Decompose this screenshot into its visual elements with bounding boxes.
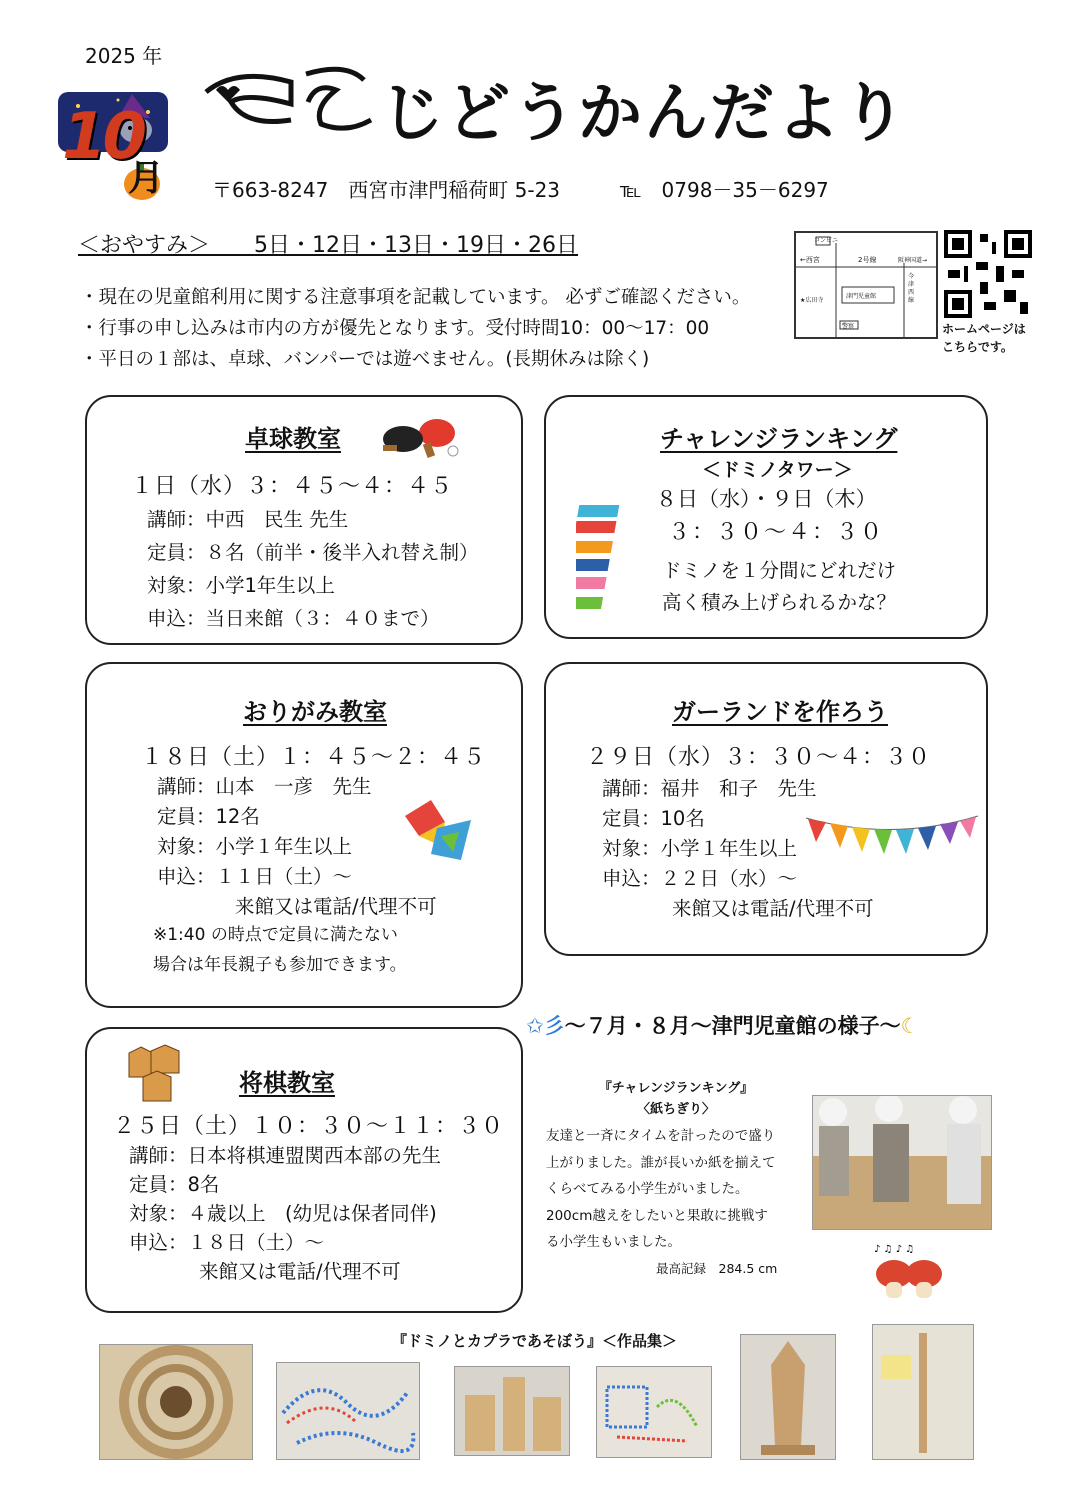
svg-text:♪ ♫ ♪ ♫: ♪ ♫ ♪ ♫ [874, 1244, 915, 1255]
map-label: 津門児童館 [846, 293, 877, 300]
notice-item: ・平日の１部は、卓球、バンパーでは遊べません。(長期休みは除く) [80, 349, 650, 370]
kapla-tower-photo-art [100, 1345, 252, 1459]
event-subtitle: ＜ドミノタワー＞ [702, 459, 853, 481]
event-title: 将棋教室 [239, 1069, 335, 1097]
domino-line-photo-art [277, 1363, 419, 1459]
report-line: る小学生もいました。 [546, 1234, 681, 1250]
garland-flags-icon [804, 812, 980, 864]
event-detail-line: 申込：２２日（水）～ [602, 867, 798, 890]
access-map [794, 231, 938, 339]
star-icon: ✩彡 [526, 1014, 565, 1038]
holiday-line [78, 228, 578, 259]
holiday-label: ＜おやすみ＞ [78, 233, 211, 258]
event-detail-line: 申込：１８日（土）～ [129, 1231, 325, 1254]
event-detail-line: 申込：当日来館（３：４０まで） [147, 607, 440, 630]
event-note [153, 920, 407, 980]
event-detail-line: 高く積み上げられるかな？ [662, 591, 897, 614]
report-section-title-text: ～７月・８月～津門児童館の様子～ [564, 1014, 901, 1038]
year-label: 2025 年 [85, 44, 163, 68]
event-detail-line: 定員：10名 [602, 807, 705, 830]
event-detail-line: 定員：12名 [157, 805, 260, 828]
event-detail-line: 来館又は電話/代理不可 [199, 1260, 401, 1283]
event-detail-line: 対象：小学１年生以上 [602, 837, 798, 860]
event-note-line: ※1:40 の時点で定員に満たない [153, 925, 398, 945]
report-line: 上がりました。誰が長いか紙を揃えて [546, 1154, 776, 1171]
qr-code-icon[interactable] [944, 230, 1032, 318]
event-detail-line: 対象：小学１年生以上 [157, 835, 353, 858]
tsutomon-logo [196, 62, 376, 142]
event-detail-line: 対象：小学1年生以上 [147, 574, 335, 597]
holiday-dates: 5日・12日・13日・19日・26日 [254, 233, 579, 258]
event-detail-line: 来館又は電話/代理不可 [235, 895, 437, 918]
pingpong-paddle-icon [381, 415, 461, 459]
gallery-photo [454, 1366, 570, 1456]
event-note-line: 場合は年長親子も参加できます。 [153, 955, 407, 975]
event-date: １日（水）３：４５～４：４５ [131, 474, 454, 499]
event-detail-line: 講師：日本将棋連盟関西本部の先生 [129, 1144, 442, 1167]
event-card-origami [85, 662, 523, 1008]
map-label: ←西宮 [800, 256, 820, 264]
event-title: 卓球教室 [245, 425, 341, 453]
gallery-photo [740, 1334, 836, 1460]
event-details [147, 503, 479, 635]
mushroom-characters-icon [870, 1240, 950, 1306]
gallery-photo [596, 1366, 712, 1458]
event-detail-line: 定員：８名（前半・後半入れ替え制） [147, 541, 479, 564]
event-detail-line: ドミノを１分間にどれだけ [662, 559, 897, 582]
map-label: ★広田寺 [800, 297, 824, 304]
page-title: じどうかんだより [380, 77, 908, 151]
event-title: おりがみ教室 [243, 698, 387, 726]
event-detail-line: 講師：山本 一彦 先生 [157, 775, 372, 798]
event-detail-line: 申込：１１日（土）～ [157, 865, 353, 888]
event-details [157, 772, 437, 922]
kapla-castle-photo-art [455, 1367, 569, 1455]
shogi-piece-icon [123, 1043, 187, 1103]
qr-caption-line: ホームページは [942, 322, 1026, 336]
qr-caption-line: こちらです。 [942, 340, 1013, 354]
event-details [662, 555, 896, 619]
map-label: 今津西線 [908, 273, 915, 304]
event-details [129, 1141, 441, 1286]
report-line: 友達と一斉にタイムを計ったので盛り [546, 1128, 776, 1144]
report-record: 最高記録 284.5 cm [656, 1260, 778, 1276]
map-label: 阪神国道→ [898, 257, 928, 264]
notice-list [80, 282, 750, 375]
report-line: くらべてみる小学生がいました。 [546, 1181, 749, 1197]
gallery-photo [276, 1362, 420, 1460]
event-card-garland [544, 662, 988, 956]
notice-item: ・現在の児童館利用に関する注意事項を記載しています。 必ずご確認ください。 [80, 287, 751, 308]
event-card-pingpong [85, 395, 523, 645]
kapla-pagoda-photo-art [741, 1335, 835, 1459]
event-time: ３：３０～４：３０ [668, 520, 885, 545]
gallery-photo [99, 1344, 253, 1460]
map-label: 2号線 [858, 256, 877, 264]
qr-caption [942, 320, 1026, 356]
activity-report [546, 1076, 806, 1282]
notice-item: ・行事の申し込みは市内の方が優先となります。受付時間10：00～17：00 [80, 318, 710, 339]
gallery-title: 『ドミノとカプラであそぼう』＜作品集＞ [392, 1332, 678, 1350]
event-detail-line: 講師：中西 民生 先生 [147, 508, 349, 531]
event-date: ８日（水）・９日（木） [656, 487, 877, 511]
event-title: ガーランドを作ろう [672, 698, 888, 726]
month-char: 月 [128, 158, 165, 199]
report-section-title [526, 1010, 919, 1040]
event-title: チャレンジランキング [660, 425, 898, 453]
map-label: コンビニ [814, 237, 839, 244]
report-subtitle: 〈紙ちぎり〉 [636, 1101, 715, 1117]
month-number: 10 [62, 100, 144, 174]
report-title: 『チャレンジランキング』 [598, 1081, 754, 1096]
event-detail-line: 講師：福井 和子 先生 [602, 777, 817, 800]
activity-photo [812, 1095, 992, 1230]
event-card-challenge [544, 395, 988, 639]
gallery-photo [872, 1324, 974, 1460]
event-detail-line: 対象：４歳以上 (幼児は保者同伴) [129, 1202, 437, 1225]
domino-stack-icon [576, 501, 626, 617]
event-date: ２９日（水）３：３０～４：３０ [586, 745, 932, 770]
event-detail-line: 来館又は電話/代理不可 [672, 897, 874, 920]
children-photo-art [813, 1096, 991, 1229]
address-line: 〒663-8247 西宮市津門稲荷町 5-23 ℡ 0798－35－6297 [212, 178, 829, 202]
event-detail-line: 定員：8名 [129, 1173, 220, 1196]
origami-crane-icon [401, 796, 477, 864]
tall-tower-photo-art [873, 1325, 973, 1459]
event-date: ２５日（土）１０：３０～１１：３０ [113, 1114, 505, 1139]
event-card-shogi [85, 1027, 523, 1313]
domino-figure-photo-art [597, 1367, 711, 1457]
moon-icon: ☾ [900, 1014, 920, 1038]
event-date: １８日（土）１：４５～２：４５ [141, 745, 487, 770]
map-label: 警察 [842, 323, 855, 330]
report-line: 200cm越えをしたいと果敢に挑戦す [546, 1207, 768, 1224]
